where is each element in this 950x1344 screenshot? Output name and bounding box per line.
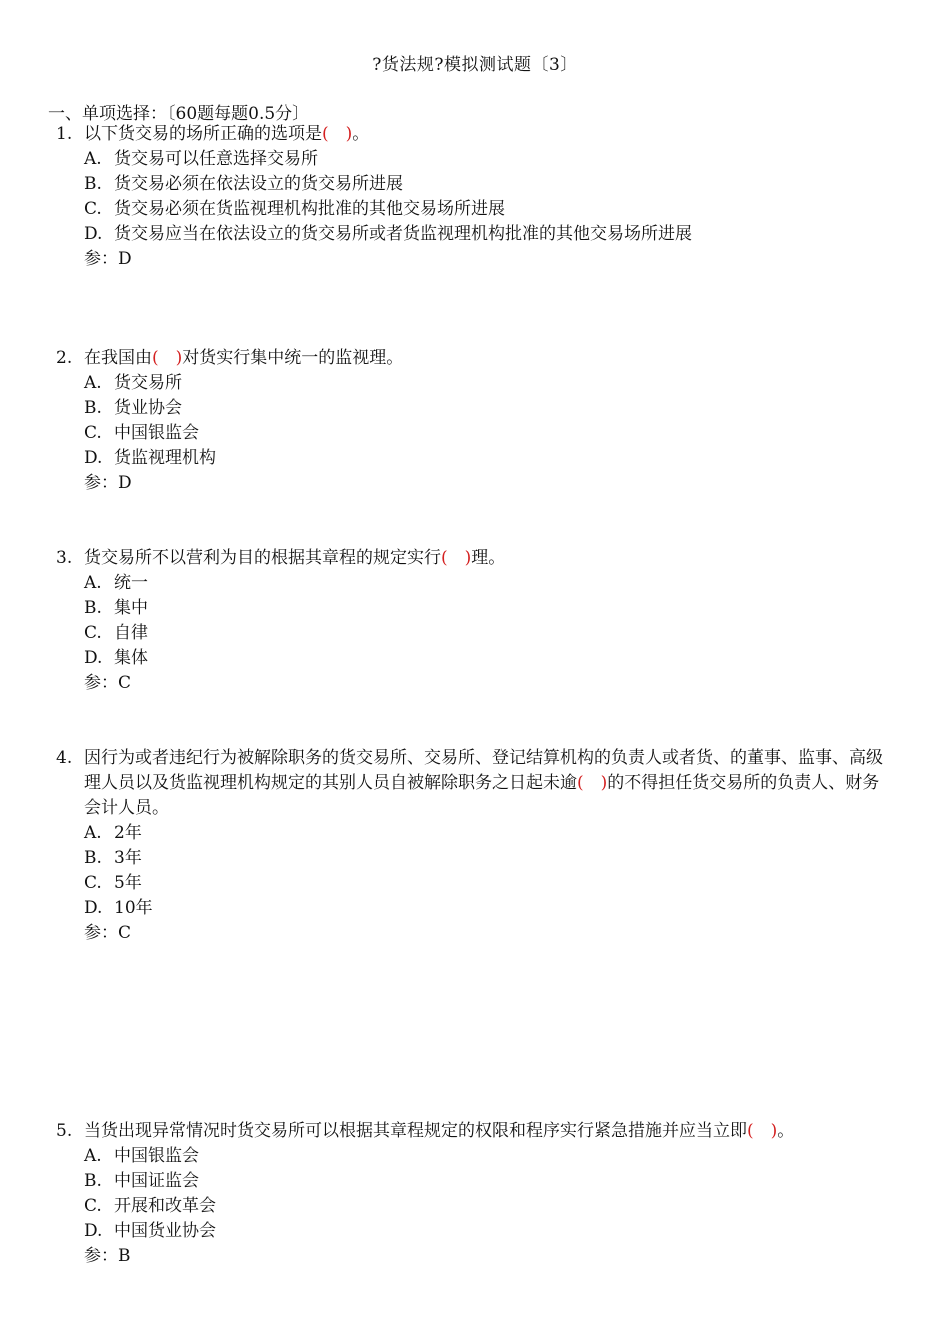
question-number: 1. [56,124,73,144]
option-text: 货监视理机构 [114,448,216,468]
option-letter: C. [84,873,102,893]
option-c [84,871,896,896]
question-text-before: 以下货交易的场所正确的选项是 [84,124,322,144]
option-letter: B. [84,174,102,194]
option-letter: B. [84,1171,102,1191]
option-a [84,571,896,596]
option-a [84,147,896,172]
option-c [84,421,896,446]
question-stem [56,346,896,371]
question-number: 4. [56,748,73,768]
option-text: 5年 [114,873,142,893]
option-text: 统一 [114,573,148,593]
option-text: 开展和改革会 [114,1196,216,1216]
option-text: 中国银监会 [114,423,199,443]
question-number: 5. [56,1121,73,1141]
option-letter: C. [84,199,102,219]
option-letter: C. [84,1196,102,1216]
question-text [84,122,896,147]
option-letter: B. [84,598,102,618]
question-text-after: 对货实行集中统一的监视理。 [182,348,404,368]
option-text: 3年 [114,848,142,868]
option-b [84,396,896,421]
option-c [84,197,896,222]
option-letter: C. [84,623,102,643]
option-a [84,821,896,846]
answer-blank: ( ) [322,124,353,144]
option-text: 中国货业协会 [114,1221,216,1241]
option-text: 集体 [114,648,148,668]
option-text: 2年 [114,823,142,843]
answer-key: 参：D [84,473,132,493]
question-3 [56,546,896,696]
question-text-after: 的不得担任货交易所的负责人、财务会计人员。 [84,773,880,818]
answer-blank: ( ) [441,548,472,568]
option-a [84,1144,896,1169]
question-stem [56,1119,896,1144]
option-letter: B. [84,398,102,418]
option-letter: A. [84,1146,102,1166]
option-b [84,846,896,871]
option-text: 货交易必须在依法设立的货交易所进展 [114,174,403,194]
option-letter: D. [84,648,103,668]
option-letter: D. [84,1221,103,1241]
option-c [84,621,896,646]
answer-key: 参：D [84,249,132,269]
question-stem [56,122,896,147]
option-letter: D. [84,224,103,244]
question-stem [56,746,896,821]
question-number: 3. [56,548,73,568]
option-d [84,1219,896,1244]
answer-key: 参：C [84,923,132,943]
option-letter: D. [84,898,103,918]
question-stem [56,546,896,571]
section-heading: 一、单项选择：〔60题每题0.5分〕 [48,104,310,124]
option-text: 货交易应当在依法设立的货交易所或者货监视理机构批准的其他交易场所进展 [114,224,692,244]
option-a [84,371,896,396]
option-letter: A. [84,149,102,169]
option-text: 10年 [114,898,153,918]
question-2 [56,346,896,496]
answer-blank: ( ) [152,348,183,368]
option-b [84,596,896,621]
option-c [84,1194,896,1219]
question-text [84,746,896,821]
question-4 [56,746,896,946]
option-letter: A. [84,373,102,393]
question-number: 2. [56,348,73,368]
question-text-before: 因行为或者违纪行为被解除职务的货交易所、交易所、登记结算机构的负责人或者货、的董事、监事、高级理人员以及货监视理机构规定的其别人员自被解除职务之日起未逾 [84,748,883,793]
option-b [84,172,896,197]
question-text-after: 理。 [471,548,506,568]
document-title: ?货法规?模拟测试题〔3〕 [372,55,578,75]
answer-blank: ( ) [747,1121,778,1141]
option-text: 货交易所 [114,373,182,393]
answer-key: 参：B [84,1246,131,1266]
option-d [84,896,896,921]
option-text: 货交易必须在货监视理机构批准的其他交易场所进展 [114,199,505,219]
option-letter: D. [84,448,103,468]
question-5 [56,1119,896,1269]
question-text-after: 。 [777,1121,795,1141]
option-b [84,1169,896,1194]
answer-blank: ( ) [577,773,608,793]
option-text: 中国证监会 [114,1171,199,1191]
question-text [84,546,896,571]
question-1 [56,122,896,272]
option-text: 自律 [114,623,148,643]
question-text-before: 当货出现异常情况时货交易所可以根据其章程规定的权限和程序实行紧急措施并应当立即 [84,1121,747,1141]
option-text: 货业协会 [114,398,182,418]
option-text: 集中 [114,598,148,618]
option-letter: C. [84,423,102,443]
option-letter: A. [84,573,102,593]
question-text-before: 在我国由 [84,348,152,368]
question-text-before: 货交易所不以营利为目的根据其章程的规定实行 [84,548,441,568]
option-text: 中国银监会 [114,1146,199,1166]
option-letter: B. [84,848,102,868]
option-d [84,446,896,471]
option-d [84,222,896,247]
option-text: 货交易可以任意选择交易所 [114,149,318,169]
question-text-after: 。 [352,124,370,144]
question-text [84,1119,896,1144]
question-text [84,346,896,371]
option-d [84,646,896,671]
answer-key: 参：C [84,673,132,693]
option-letter: A. [84,823,102,843]
